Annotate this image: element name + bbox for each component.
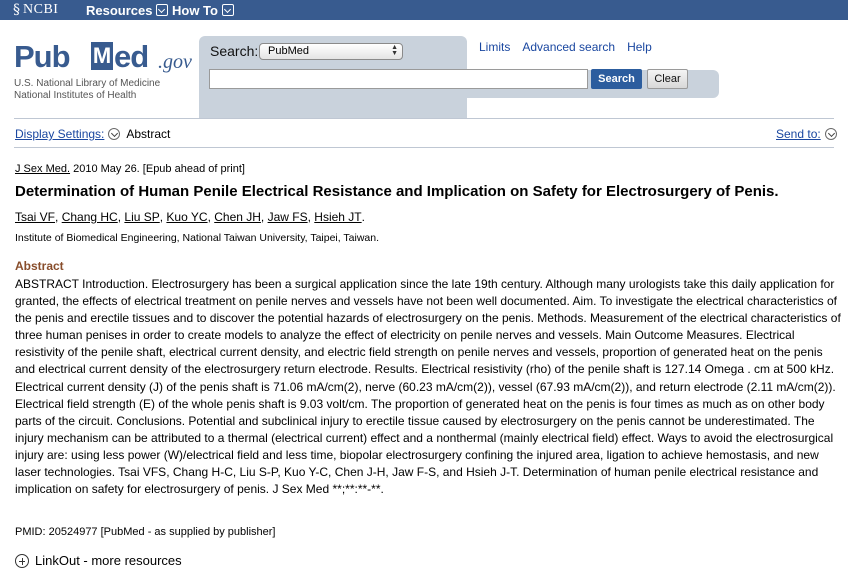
pmid: PMID: 20524977 [PubMed - as supplied by publisher] xyxy=(15,526,276,538)
author-link[interactable]: Chang HC xyxy=(61,210,118,224)
nlm-credit xyxy=(14,78,160,102)
resources-menu[interactable] xyxy=(86,2,168,18)
display-format: Abstract xyxy=(126,127,171,141)
search-button[interactable]: Search xyxy=(591,69,642,89)
author-link[interactable]: Jaw FS xyxy=(267,210,308,224)
chevron-down-icon[interactable] xyxy=(108,128,120,140)
abstract-text: ABSTRACT Introduction. Electrosurgery has been a surgical application since the late 19th century. Although many urologists take this daily application for granted, the effects of electrical treatment on penile nerves and vessels have not been well documented. Aim. To investigate the electrical characteristics of the penis and erectile tissues and to discover the potential hazards of electrosurgery on the penis. Methods. Measurement of the electrical characteristics of three human penises in order to create models to analyze the effect of electricity on penile nerves and vessels. Main Outcome Measures. Electrical resistivity of the penile shaft, electrical current density, and electric field strength on penile nerves and vessels, proportion of generated heat on the penis and electrical current density of the electrosurgery return electrode. Results. Electrical resistivity (rho) of the penile shaft is 127.14 Omega . cm at 500 kHz. Electrical current density (J) of the penis shaft is 71.06 mA/cm(2), nerve (60.23 mA/cm(2)), vessel (67.93 mA/cm(2)), and return electrode (2.11 mA/cm(2)). Electrical field strength (E) of the whole penis shaft is 9.03 volt/cm. The proportion of generated heat on the penis is four times as much as on other body parts of the circuit. Conclusions. Potential and subclinical injury to erectile tissue caused by electrosurgery on the penis cannot be underestimated. The injury mechanism can be attributed to a thermal (electrical current) effect and a nonthermal (mainly electrical field) effect. Ways to avoid the electrosurgical injury are: using less power (W)/electrical field and less time, biopolar electrosurgery confining the injured area, ligation to achieve hemostasis, and new laser technologies. Tsai VFS, Chang H-C, Liu S-P, Kuo Y-C, Chen J-H, Jaw F-S, and Hsieh J-T. Determination of human penile electrical resistance and implication on safety for electrosurgery of penis. J Sex Med **;**:**-**. xyxy=(15,277,841,497)
how-to-menu[interactable] xyxy=(172,2,234,18)
author-link[interactable]: Kuo YC xyxy=(166,210,208,224)
search-label: Search: xyxy=(210,43,259,59)
pubmed-header xyxy=(0,20,848,118)
pubmed-logo[interactable] xyxy=(14,39,192,75)
logo-m: M xyxy=(92,43,112,68)
citation-details: 2010 May 26. [Epub ahead of print] xyxy=(70,163,245,175)
display-settings-link[interactable]: Display Settings: xyxy=(15,127,105,141)
ncbi-logo[interactable] xyxy=(13,2,58,18)
dna-icon: § xyxy=(13,2,20,18)
citation xyxy=(15,163,245,175)
linkout-label: LinkOut - more resources xyxy=(35,553,182,568)
display-settings xyxy=(15,127,170,141)
abstract-heading: Abstract xyxy=(15,259,64,273)
article-title: Determination of Human Penile Electrical Resistance and Implication on Safety for Electrosurgery of Penis. xyxy=(15,183,779,200)
ncbi-logo-text: NCBI xyxy=(23,2,59,17)
resources-menu-label: Resources xyxy=(86,2,153,18)
toolbar-divider xyxy=(14,147,834,148)
advanced-search-link[interactable]: Advanced search xyxy=(522,40,616,54)
author-list: Tsai VF , Chang HC , Liu SP , Kuo YC , Chen JH , Jaw FS , Hsieh JT . xyxy=(15,210,365,224)
database-select[interactable] xyxy=(259,43,403,60)
send-to xyxy=(776,127,837,141)
search-input[interactable] xyxy=(209,69,588,89)
chevron-down-icon[interactable] xyxy=(825,128,837,140)
select-arrows-icon: ▲ ▼ xyxy=(391,44,398,57)
nlm-line: U.S. National Library of Medicine xyxy=(14,78,161,89)
journal-link[interactable]: J Sex Med. xyxy=(15,163,71,175)
author-link[interactable]: Hsieh JT xyxy=(314,210,362,224)
author-link[interactable]: Chen JH xyxy=(214,210,261,224)
author-link[interactable]: Tsai VF xyxy=(15,210,56,224)
author-link[interactable]: Liu SP xyxy=(124,210,160,224)
database-select-value: PubMed xyxy=(268,45,309,57)
header-links xyxy=(479,40,664,54)
plus-icon xyxy=(15,554,29,568)
chevron-down-icon xyxy=(156,4,168,16)
clear-button[interactable]: Clear xyxy=(647,69,688,89)
affiliation: Institute of Biomedical Engineering, National Taiwan University, Taipei, Taiwan. xyxy=(15,232,380,244)
send-to-link[interactable]: Send to: xyxy=(776,127,821,141)
limits-link[interactable]: Limits xyxy=(479,40,511,54)
nih-line: National Institutes of Health xyxy=(14,90,137,101)
logo-ed: ed xyxy=(114,39,149,74)
header-divider xyxy=(14,118,834,119)
how-to-menu-label: How To xyxy=(172,2,218,18)
logo-gov: .gov xyxy=(158,51,192,73)
linkout-toggle[interactable] xyxy=(15,553,182,568)
chevron-down-icon xyxy=(222,4,234,16)
help-link[interactable]: Help xyxy=(627,40,652,54)
ncbi-top-bar xyxy=(0,0,848,20)
logo-pub: Pub xyxy=(14,39,70,74)
